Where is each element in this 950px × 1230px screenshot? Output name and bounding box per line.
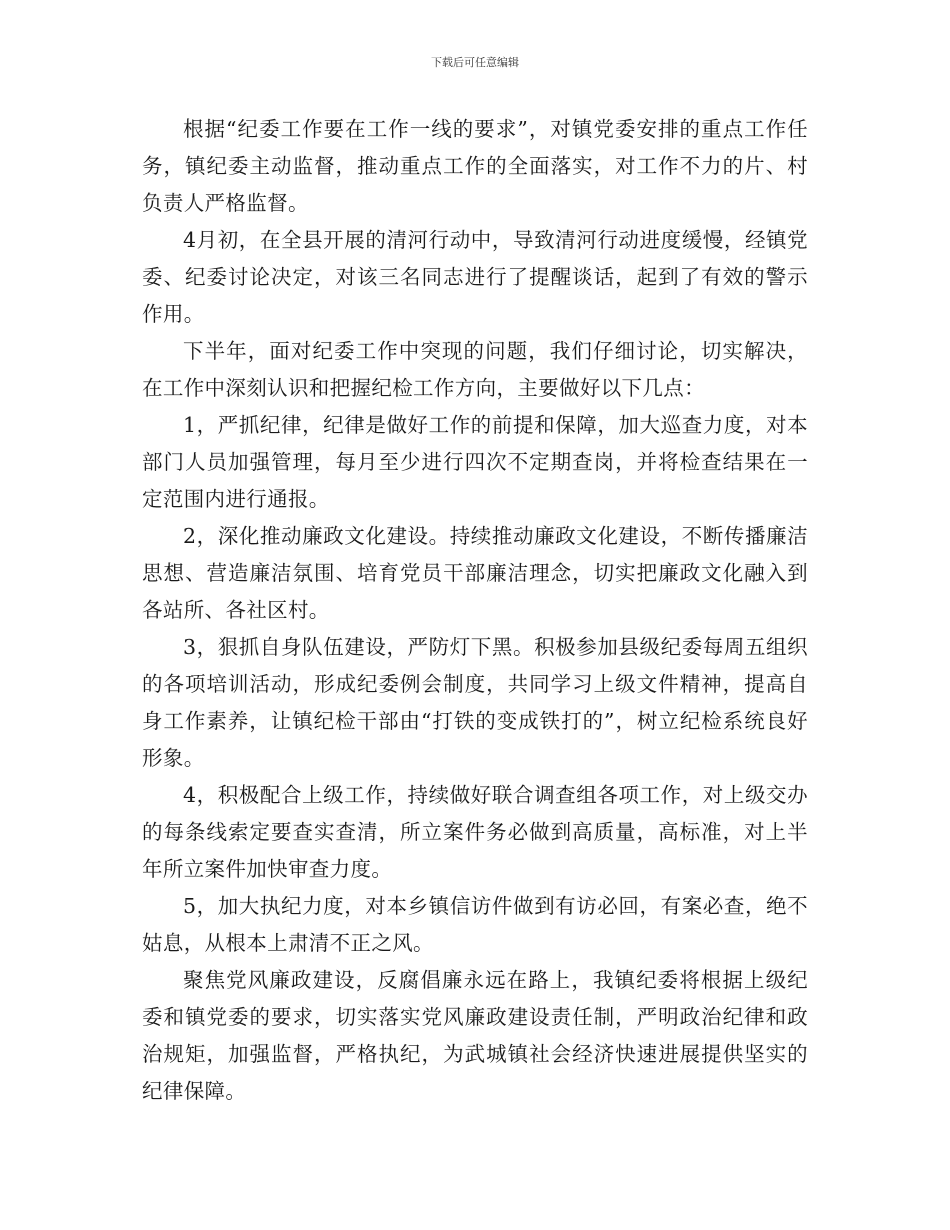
paragraph-8: 5，加大执纪力度，对本乡镇信访件做到有访必回，有案必查，绝不姑息，从根本上肃清不正之风。 [142, 894, 808, 955]
paragraph-6: 3，狠抓自身队伍建设，严防灯下黑。积极参加县级纪委每周五组织的各项培训活动，形成纪委例会制度，共同学习上级文件精神，提高自身工作素养，让镇纪检干部由“打铁的变成铁打的”，树立纪检系统良好形象。 [142, 635, 808, 770]
paragraph-9: 聚焦党风廉政建设，反腐倡廉永远在路上，我镇纪委将根据上级纪委和镇党委的要求，切实落实党风廉政建设责任制，严明政治纪律和政治规矩，加强监督，严格执纪，为武城镇社会经济快速进展提供坚实的纪律保障。 [142, 968, 808, 1103]
paragraph-2: 4月初，在全县开展的清河行动中，导致清河行动进度缓慢，经镇党委、纪委讨论决定，对该三名同志进行了提醒谈话，起到了有效的警示作用。 [142, 228, 808, 326]
page-header: 下载后可任意编辑 [431, 56, 519, 69]
paragraph-1: 根据“纪委工作要在工作一线的要求”，对镇党委安排的重点工作任务，镇纪委主动监督，推动重点工作的全面落实，对工作不力的片、村负责人严格监督。 [142, 117, 808, 215]
paragraph-5: 2，深化推动廉政文化建设。持续推动廉政文化建设，不断传播廉洁思想、营造廉洁氛围、培育党员干部廉洁理念，切实把廉政文化融入到各站所、各社区村。 [142, 524, 808, 622]
document-body [142, 111, 808, 1110]
paragraph-3: 下半年，面对纪委工作中突现的问题，我们仔细讨论，切实解决，在工作中深刻认识和把握纪检工作方向，主要做好以下几点： [142, 339, 808, 400]
paragraph-7: 4，积极配合上级工作，持续做好联合调查组各项工作，对上级交办的每条线索定要查实查清，所立案件务必做到高质量，高标准，对上半年所立案件加快审查力度。 [142, 783, 808, 881]
paragraph-4: 1，严抓纪律，纪律是做好工作的前提和保障，加大巡查力度，对本部门人员加强管理，每月至少进行四次不定期查岗，并将检查结果在一定范围内进行通报。 [142, 413, 808, 511]
